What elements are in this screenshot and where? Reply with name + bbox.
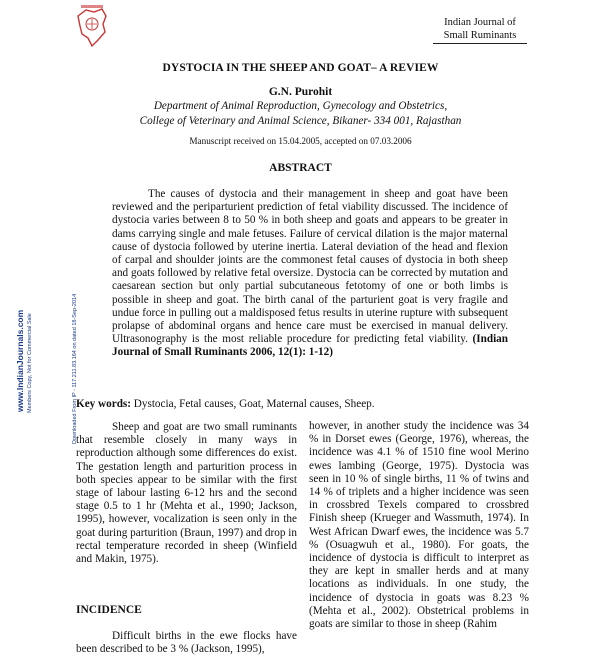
keywords-text: Dystocia, Fetal causes, Goat, Maternal causes, Sheep. — [131, 398, 375, 410]
body-paragraph-right-column: however, in another study the incidence was 34 % in Dorset ewes (George, 1976), whereas, the incidence was 4.1 % of 1510 fine wool Merino ewes lambing (George, 1975). Dystocia was seen in 10 % of single births, 11 % of twins and 14 % of triplets and a higher incidence was seen in crossbred Texels compared to crossbred Finish sheep (Krueger and Wassmuth, 1974). In West African Dwarf ewes, the incidence was 5.7 % (Osuagwuh et al., 1980). For goats, the incidence of dystocia is difficult to interpret as they are kept in smaller herds and at many locations as individuals. In one study, the incidence of dystocia in goats was 8.23 % (Mehta et al., 2002). Obstetrical problems in goats are similar to those in sheep (Rahim — [309, 420, 529, 631]
sidebar-site-url: www.IndianJournals.com — [15, 309, 25, 412]
article-title: DYSTOCIA IN THE SHEEP AND GOAT– A REVIEW — [162, 62, 439, 74]
sidebar-copy-notice: Members Copy, Not for Commercial Sale — [27, 313, 33, 413]
journal-name-line1: Indian Journal of — [444, 17, 516, 28]
abstract-heading: ABSTRACT — [269, 162, 332, 174]
journal-header — [433, 16, 527, 44]
sidebar-download-notice: Downloaded From IP - 117.211.83.164 on dated 18-Sep-2014 — [72, 293, 78, 444]
body-paragraph-incidence: Difficult births in the ewe flocks have been described to be 3 % (Jackson, 1995), — [76, 630, 297, 656]
abstract-body: The causes of dystocia and their management in sheep and goat have been reviewed and the periparturient prediction of fetal viability discussed. The incidence of dystocia varies between 8 to 50 % in both sheep and goats and appears to be greater in dams carrying single and male fetuses. Failure of cervical dilation is the major maternal cause of dystocia followed by uterine inertia. Lateral deviation of the head and flexion of carpal and shoulder joints are the commonest fetal causes of dystocia in both sheep and goats followed by relative fetal oversize. Dystocia can be corrected by mutation and caesarean section but only partial subcutaneous fetotomy of one or both limbs is possible in sheep and goat. The birth canal of the parturient goat is very fragile and undue force in pulling out a maldisposed fetus results in uterine rupture with subsequent prolapse of abdominal organs and hence care must be exercised in manual delivery. Ultrasonography is the most reliable procedure for predicting fetal viability. — [112, 188, 508, 346]
affiliation-line2: College of Veterinary and Animal Science, Bikaner- 334 001, Rajasthan — [139, 114, 462, 127]
journal-name-line2: Small Ruminants — [443, 30, 517, 41]
section-heading-incidence: INCIDENCE — [76, 604, 142, 616]
body-paragraph-intro: Sheep and goat are two small ruminants that resemble closely in many ways in reproduction although some differences do exist. The gestation length and parturition process in both species appear to be similar with the first stage of labour lasting 6-12 hrs and the second stage 0.5 to 1 hr (Mehta et al., 1990; Jackson, 1995), however, vocalization is seen only in the goat during parturition (Braun, 1997) and drop in rectal temperature recorded in sheep (Winfield and Makin, 1975). — [76, 421, 297, 566]
article-author: G.N. Purohit — [268, 86, 333, 98]
journal-logo-icon — [72, 4, 112, 48]
keywords — [76, 398, 375, 410]
affiliation-line1: Department of Animal Reproduction, Gynecology and Obstetrics, — [153, 100, 448, 112]
manuscript-dates: Manuscript received on 15.04.2005, accepted on 07.03.2006 — [189, 136, 412, 146]
abstract-text — [112, 188, 508, 360]
author-affiliation — [0, 99, 601, 128]
keywords-label: Key words: — [76, 398, 131, 410]
abstract-citation: (Indian Journal of Small Ruminants 2006, 12(1): 1-12) — [112, 333, 508, 359]
